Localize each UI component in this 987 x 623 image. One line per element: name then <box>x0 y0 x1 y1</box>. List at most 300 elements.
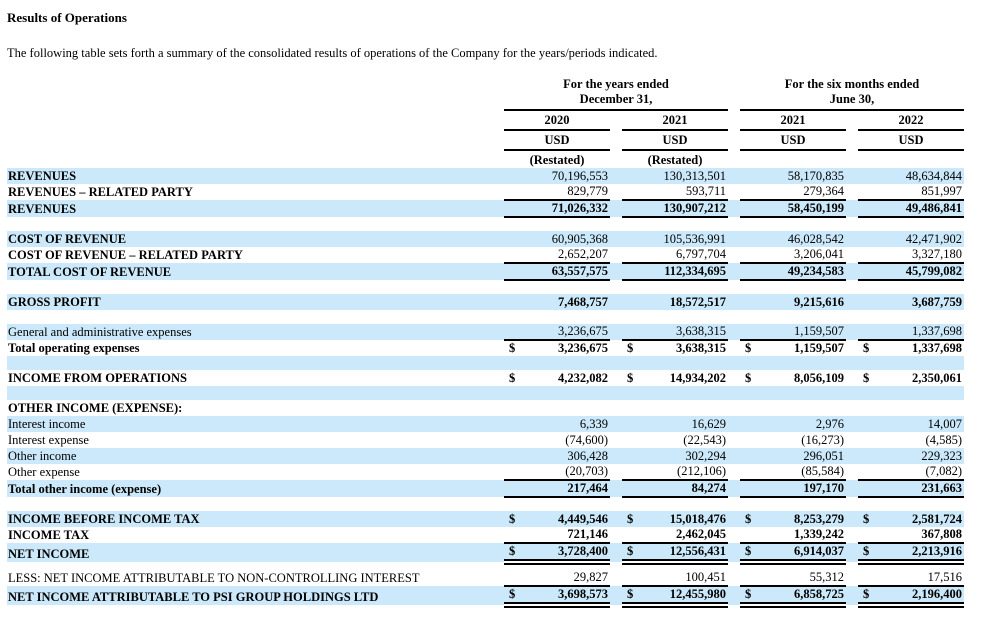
currency-symbol <box>622 416 638 432</box>
column-gap <box>728 543 740 562</box>
currency-symbol <box>504 480 520 497</box>
value-cell: 4,449,546 <box>520 511 610 527</box>
currency-symbol <box>740 400 756 416</box>
value-cell: 1,159,507 <box>756 324 846 340</box>
column-gap <box>610 432 622 448</box>
value-cell: 231,663 <box>874 480 964 497</box>
year-header-row-cell: 2020 <box>504 110 610 130</box>
currency-symbol <box>622 231 638 247</box>
row-label: INCOME BEFORE INCOME TAX <box>7 511 504 527</box>
value-cell: 829,779 <box>520 184 610 200</box>
value-cell: 15,018,476 <box>638 511 728 527</box>
value-cell: 3,728,400 <box>520 543 610 562</box>
currency-symbol: $ <box>745 371 752 385</box>
value-cell: 6,914,037 <box>756 543 846 562</box>
row-label: INCOME FROM OPERATIONS <box>8 371 187 385</box>
currency-symbol <box>858 400 874 416</box>
header-gap <box>846 130 858 150</box>
column-gap <box>846 543 858 562</box>
note-header-row-cell <box>858 150 964 168</box>
value-cell: 100,451 <box>638 570 728 586</box>
currency-symbol: $ <box>740 586 756 605</box>
table-row <box>7 511 964 527</box>
column-gap <box>610 231 622 247</box>
value-cell: 49,486,841 <box>874 200 964 217</box>
currency-symbol: $ <box>740 543 756 562</box>
currency-symbol <box>504 200 520 217</box>
currency-symbol <box>622 448 638 464</box>
column-gap <box>846 511 858 527</box>
table-row <box>7 586 964 605</box>
value-cell: 130,313,501 <box>638 168 728 184</box>
spacer-row <box>7 310 964 324</box>
header-gap <box>610 150 622 168</box>
currency-symbol <box>858 324 874 340</box>
value-cell: 8,253,279 <box>756 511 846 527</box>
currency-symbol: $ <box>622 543 638 562</box>
currency-symbol: $ <box>740 511 756 527</box>
currency-symbol <box>504 263 520 280</box>
table-row <box>7 464 964 480</box>
value-cell: 2,462,045 <box>638 527 728 543</box>
value-cell: 58,170,835 <box>756 168 846 184</box>
column-gap <box>846 168 858 184</box>
currency-symbol <box>622 432 638 448</box>
column-gap <box>728 247 740 263</box>
column-gap <box>728 400 740 416</box>
currency-symbol <box>858 464 874 480</box>
header-gap <box>728 150 740 168</box>
currency-symbol: $ <box>627 341 634 355</box>
currency-symbol <box>622 247 638 263</box>
currency-symbol: $ <box>863 341 870 355</box>
currency-symbol: $ <box>858 586 874 605</box>
currency-symbol <box>858 200 874 217</box>
currency-symbol <box>858 231 874 247</box>
currency-symbol <box>504 294 520 310</box>
currency-symbol <box>504 168 520 184</box>
column-gap <box>728 480 740 497</box>
note-header-row <box>7 150 964 168</box>
currency-symbol: $ <box>509 371 516 385</box>
column-gap <box>728 432 740 448</box>
value-cell: 3,206,041 <box>756 247 846 263</box>
value-cell: 197,170 <box>756 480 846 497</box>
currency-symbol <box>858 432 874 448</box>
currency-symbol <box>740 231 756 247</box>
value-cell: (4,585) <box>925 433 962 447</box>
value-cell: 8,056,109 <box>794 371 844 385</box>
table-row <box>7 294 964 310</box>
table-row <box>7 263 964 280</box>
header-spacer <box>7 77 504 110</box>
value-cell: 306,428 <box>520 448 610 464</box>
column-gap <box>846 184 858 200</box>
spacer-cell <box>7 497 964 511</box>
currency-symbol <box>740 294 756 310</box>
value-cell <box>874 400 964 416</box>
currency-symbol <box>504 464 520 480</box>
column-gap <box>728 263 740 280</box>
column-gap <box>846 527 858 543</box>
value-cell: 3,687,759 <box>874 294 964 310</box>
currency-symbol: $ <box>622 511 638 527</box>
row-label: Interest expense <box>8 433 89 447</box>
spacer-cell <box>7 386 964 400</box>
value-cell: (74,600) <box>565 433 608 447</box>
value-cell: 9,215,616 <box>756 294 846 310</box>
year-header-row-cell: 2021 <box>622 110 728 130</box>
row-label: COST OF REVENUE <box>7 231 504 247</box>
row-label: Interest income <box>7 416 504 432</box>
value-cell: 48,634,844 <box>874 168 964 184</box>
header-gap <box>728 110 740 130</box>
value-cell: 49,234,583 <box>756 263 846 280</box>
currency-symbol <box>858 294 874 310</box>
currency-symbol: $ <box>745 341 752 355</box>
spacer-cell <box>7 310 964 324</box>
column-gap <box>728 586 740 605</box>
value-cell: (16,273) <box>801 433 844 447</box>
value-cell: 1,159,507 <box>794 341 844 355</box>
table-row <box>7 370 964 386</box>
spacer-row <box>7 562 964 570</box>
unit-header-row-cell: USD <box>504 130 610 150</box>
column-gap <box>846 324 858 340</box>
value-cell: (85,584) <box>756 464 846 480</box>
unit-header-row-cell: USD <box>740 130 846 150</box>
value-cell: 7,468,757 <box>520 294 610 310</box>
column-gap <box>610 184 622 200</box>
value-cell: (22,543) <box>683 433 726 447</box>
value-cell: 18,572,517 <box>638 294 728 310</box>
currency-symbol <box>740 416 756 432</box>
currency-symbol <box>858 448 874 464</box>
row-label: COST OF REVENUE – RELATED PARTY <box>8 248 243 262</box>
value-cell: 84,274 <box>638 480 728 497</box>
value-cell: (20,703) <box>520 464 610 480</box>
column-gap <box>846 448 858 464</box>
column-gap <box>610 543 622 562</box>
spacer-row <box>7 356 964 370</box>
column-gap <box>728 200 740 217</box>
note-header-row-cell: (Restated) <box>529 153 585 167</box>
column-gap <box>610 200 622 217</box>
currency-symbol <box>622 570 638 586</box>
period-group-title: For the six months ended June 30, <box>740 77 964 110</box>
value-cell: 2,350,061 <box>912 371 962 385</box>
currency-symbol <box>504 231 520 247</box>
spacer-cell <box>7 217 964 231</box>
value-cell: 130,907,212 <box>638 200 728 217</box>
column-gap <box>728 184 740 200</box>
value-cell: 721,146 <box>520 527 610 543</box>
value-cell: 3,236,675 <box>520 324 610 340</box>
table-row <box>7 448 964 464</box>
column-gap <box>728 511 740 527</box>
spacer-cell <box>7 356 964 370</box>
currency-symbol <box>740 432 756 448</box>
period-group-title: For the years ended December 31, <box>504 77 728 110</box>
note-header-row-cell: (Restated) <box>647 153 703 167</box>
header-gap <box>846 150 858 168</box>
column-gap <box>610 527 622 543</box>
row-label: TOTAL COST OF REVENUE <box>7 263 504 280</box>
column-gap <box>610 464 622 480</box>
value-cell: 279,364 <box>756 184 846 200</box>
value-cell: 6,339 <box>520 416 610 432</box>
row-label: Total other income (expense) <box>7 480 504 497</box>
currency-symbol <box>622 480 638 497</box>
row-label: NET INCOME <box>7 543 504 562</box>
column-gap <box>728 464 740 480</box>
currency-symbol <box>740 527 756 543</box>
currency-symbol: $ <box>863 371 870 385</box>
value-cell: 46,028,542 <box>756 231 846 247</box>
header-gap <box>846 110 858 130</box>
table-row <box>7 416 964 432</box>
column-gap <box>610 263 622 280</box>
table-body <box>7 168 964 605</box>
value-cell: (212,106) <box>638 464 728 480</box>
column-gap <box>846 400 858 416</box>
currency-symbol <box>740 448 756 464</box>
value-cell: 3,236,675 <box>558 341 608 355</box>
row-label: NET INCOME ATTRIBUTABLE TO PSI GROUP HOLDINGS LTD <box>7 586 504 605</box>
column-gap <box>610 168 622 184</box>
currency-symbol: $ <box>627 371 634 385</box>
spacer-row <box>7 497 964 511</box>
row-label: Total operating expenses <box>8 341 140 355</box>
currency-symbol <box>622 527 638 543</box>
value-cell <box>520 400 610 416</box>
value-cell: 1,339,242 <box>756 527 846 543</box>
year-header-row <box>7 110 964 130</box>
value-cell: 2,581,724 <box>874 511 964 527</box>
currency-symbol <box>858 527 874 543</box>
column-gap <box>846 570 858 586</box>
currency-symbol <box>740 464 756 480</box>
column-gap <box>846 464 858 480</box>
column-gap <box>728 448 740 464</box>
column-gap <box>610 370 622 386</box>
table-row <box>7 200 964 217</box>
currency-symbol <box>740 324 756 340</box>
header-spacer <box>7 130 504 150</box>
currency-symbol: $ <box>858 511 874 527</box>
currency-symbol <box>740 200 756 217</box>
currency-symbol <box>740 168 756 184</box>
value-cell: 6,858,725 <box>756 586 846 605</box>
header-gap <box>610 110 622 130</box>
table-row <box>7 570 964 586</box>
row-label: INCOME TAX <box>8 528 90 542</box>
currency-symbol <box>622 324 638 340</box>
currency-symbol <box>622 184 638 200</box>
value-cell: 296,051 <box>756 448 846 464</box>
column-gap <box>846 200 858 217</box>
value-cell: 105,536,991 <box>638 231 728 247</box>
currency-symbol <box>740 480 756 497</box>
spacer-cell <box>7 562 964 570</box>
value-cell: 367,808 <box>874 527 964 543</box>
value-cell: 12,455,980 <box>638 586 728 605</box>
row-label: REVENUES – RELATED PARTY <box>8 185 193 199</box>
currency-symbol <box>504 448 520 464</box>
value-cell: 217,464 <box>520 480 610 497</box>
table-row <box>7 231 964 247</box>
currency-symbol <box>858 247 874 263</box>
currency-symbol <box>858 184 874 200</box>
value-cell: 63,557,575 <box>520 263 610 280</box>
table-row <box>7 480 964 497</box>
column-gap <box>610 294 622 310</box>
header-period-row <box>7 77 964 110</box>
currency-symbol <box>504 324 520 340</box>
value-cell: 2,976 <box>756 416 846 432</box>
value-cell: 3,638,315 <box>638 324 728 340</box>
column-gap <box>610 511 622 527</box>
value-cell: 6,797,704 <box>638 247 728 263</box>
currency-symbol <box>858 168 874 184</box>
value-cell: 3,698,573 <box>520 586 610 605</box>
column-gap <box>846 340 858 356</box>
column-gap <box>728 340 740 356</box>
currency-symbol <box>858 570 874 586</box>
table-row <box>7 340 964 356</box>
column-gap <box>610 416 622 432</box>
column-gap <box>846 416 858 432</box>
currency-symbol <box>504 432 520 448</box>
unit-header-row-cell: USD <box>858 130 964 150</box>
column-gap <box>846 231 858 247</box>
currency-symbol <box>622 200 638 217</box>
row-label: Other expense <box>8 465 80 479</box>
currency-symbol: $ <box>622 586 638 605</box>
table-row <box>7 543 964 562</box>
column-gap <box>728 370 740 386</box>
unit-header-row <box>7 130 964 150</box>
row-label: General and administrative expenses <box>7 324 504 340</box>
column-gap <box>846 480 858 497</box>
currency-symbol: $ <box>504 511 520 527</box>
value-cell <box>638 400 728 416</box>
value-cell: 112,334,695 <box>638 263 728 280</box>
value-cell: 45,799,082 <box>874 263 964 280</box>
currency-symbol <box>740 570 756 586</box>
currency-symbol <box>740 263 756 280</box>
value-cell: 1,337,698 <box>912 341 962 355</box>
value-cell: 60,905,368 <box>520 231 610 247</box>
value-cell <box>756 400 846 416</box>
value-cell: 4,232,082 <box>558 371 608 385</box>
note-header-row-cell <box>740 150 846 168</box>
intro-paragraph: The following table sets forth a summary of the consolidated results of operations of the Company for the years/periods indicated. <box>7 46 658 60</box>
year-header-row-cell: 2022 <box>858 110 964 130</box>
row-label: LESS: NET INCOME ATTRIBUTABLE TO NON-CONTROLLING INTEREST <box>8 571 420 585</box>
value-cell: 14,007 <box>874 416 964 432</box>
column-gap <box>728 324 740 340</box>
unit-header-row-cell: USD <box>622 130 728 150</box>
table-header <box>7 77 964 168</box>
currency-symbol <box>740 184 756 200</box>
header-spacer <box>7 110 504 130</box>
value-cell: 2,196,400 <box>874 586 964 605</box>
currency-symbol: $ <box>858 543 874 562</box>
column-gap <box>846 263 858 280</box>
value-cell: 1,337,698 <box>874 324 964 340</box>
value-cell: 593,711 <box>638 184 728 200</box>
year-header-row-cell: 2021 <box>740 110 846 130</box>
currency-symbol <box>504 184 520 200</box>
table-row <box>7 247 964 263</box>
value-cell: 229,323 <box>874 448 964 464</box>
value-cell: 3,327,180 <box>874 247 964 263</box>
currency-symbol <box>622 294 638 310</box>
column-gap <box>610 480 622 497</box>
column-gap <box>728 294 740 310</box>
value-cell: 70,196,553 <box>520 168 610 184</box>
table-row <box>7 324 964 340</box>
row-label: REVENUES <box>7 168 504 184</box>
value-cell: 58,450,199 <box>756 200 846 217</box>
header-spacer <box>7 150 504 168</box>
value-cell: 12,556,431 <box>638 543 728 562</box>
header-gap <box>610 130 622 150</box>
column-gap <box>846 247 858 263</box>
header-gap <box>728 77 740 110</box>
currency-symbol <box>622 464 638 480</box>
spacer-row <box>7 217 964 231</box>
value-cell: 17,516 <box>874 570 964 586</box>
column-gap <box>846 586 858 605</box>
currency-symbol <box>504 416 520 432</box>
value-cell: 2,652,207 <box>520 247 610 263</box>
column-gap <box>610 586 622 605</box>
column-gap <box>728 231 740 247</box>
currency-symbol <box>858 263 874 280</box>
table-row <box>7 168 964 184</box>
column-gap <box>610 400 622 416</box>
table-row <box>7 184 964 200</box>
column-gap <box>610 340 622 356</box>
value-cell: 55,312 <box>756 570 846 586</box>
row-label: GROSS PROFIT <box>7 294 504 310</box>
value-cell: 16,629 <box>638 416 728 432</box>
column-gap <box>728 416 740 432</box>
column-gap <box>846 294 858 310</box>
currency-symbol <box>504 527 520 543</box>
currency-symbol <box>504 570 520 586</box>
currency-symbol: $ <box>509 341 516 355</box>
currency-symbol: $ <box>504 543 520 562</box>
spacer-row <box>7 280 964 294</box>
value-cell: 29,827 <box>520 570 610 586</box>
value-cell: 71,026,332 <box>520 200 610 217</box>
currency-symbol <box>740 247 756 263</box>
currency-symbol <box>504 400 520 416</box>
column-gap <box>610 570 622 586</box>
currency-symbol <box>504 247 520 263</box>
currency-symbol <box>622 400 638 416</box>
table-row <box>7 400 964 416</box>
table-row <box>7 527 964 543</box>
value-cell: 302,294 <box>638 448 728 464</box>
value-cell: 14,934,202 <box>669 371 726 385</box>
row-label: Other income <box>7 448 504 464</box>
column-gap <box>728 570 740 586</box>
column-gap <box>610 324 622 340</box>
